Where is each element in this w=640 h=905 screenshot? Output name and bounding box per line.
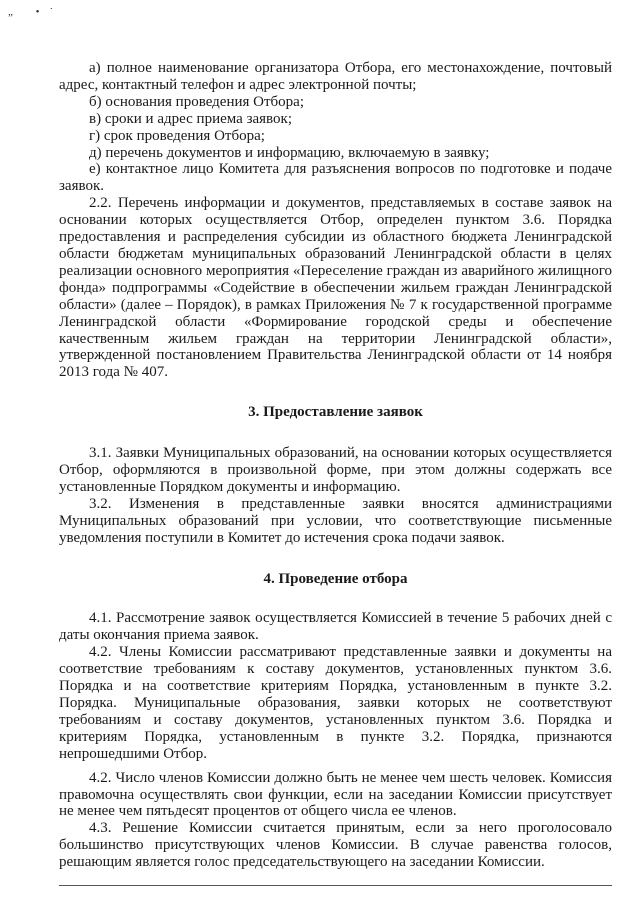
list-item-f: е) контактное лицо Комитета для разъяснения вопросов по подготовке и подаче заявок. [59,161,612,195]
paragraph-2-2: 2.2. Перечень информации и документов, представляемых в составе заявок на основании которых осуществляется Отбор, определен пунктом 3.6. Порядка предоставления и распределения субсидии из областного бюджета Ленинградской области бюджетам муниципальных образований Ленинградской области в целях реализации основного мероприятия «Переселение граждан из аварийного жилищного фонда» подпрограммы «Содействие в обеспечении жильем граждан Ленинградской области» (далее – Порядок), в рамках Приложения № 7 к государственной программе Ленинградской области «Формирование городской среды и обеспечение качественным жильем граждан на территории Ленинградской области», утвержденной постановлением Правительства Ленинградской области от 14 ноября 2013 года № 407. [59,195,612,381]
footer-rule [59,885,612,886]
paragraph-4-2-b: 4.2. Число членов Комиссии должно быть не менее чем шесть человек. Комиссия правомочна осуществлять свои функции, если на заседании Комиссии присутствует не менее чем пятьдесят процентов от общего числа ее членов. [59,769,612,820]
paragraph-4-1: 4.1. Рассмотрение заявок осуществляется Комиссией в течение 5 рабочих дней с даты окончания приема заявок. [59,610,612,644]
scan-marks: „ •˙ [8,6,64,18]
list-item-c: в) сроки и адрес приема заявок; [89,110,292,127]
paragraph-4-2-a: 4.2. Члены Комиссии рассматривают представленные заявки и документы на соответствие требованиям к составу документов, установленных пунктом 3.6. Порядка и на соответствие критериям Порядка, установленным в пункте 3.2. Порядка. Муниципальные образования, заявки которых не соответствуют требованиям и составу документов, установленных пунктом 3.6. Порядка и критериям Порядка, установленным в пункте 3.2. Порядка, признаются непрошедшими Отбор. [59,644,612,762]
list-item-e: д) перечень документов и информацию, включаемую в заявку; [89,144,490,161]
section-heading-4: 4. Проведение отбора [263,570,408,587]
paragraph-4-3: 4.3. Решение Комиссии считается принятым, если за него проголосовало большинство присутствующих членов Комиссии. В случае равенства голосов, решающим является голос председательствующего на заседании Комиссии. [59,820,612,871]
document-body [59,60,612,871]
paragraph-3-1: 3.1. Заявки Муниципальных образований, на основании которых осуществляется Отбор, оформляются в произвольной форме, при этом должны содержать все установленные Порядком документы и информацию. [59,445,612,495]
list-item-d: г) срок проведения Отбора; [89,127,265,144]
list-item-b: б) основания проведения Отбора; [89,93,305,110]
section-heading-3: 3. Предоставление заявок [248,404,423,421]
list-item-a: а) полное наименование организатора Отбора, его местонахождение, почтовый адрес, контактный телефон и адрес электронной почты; [59,60,612,93]
paragraph-3-2: 3.2. Изменения в представленные заявки вносятся администрациями Муниципальных образований при условии, что соответствующие письменные уведомления поступили в Комитет до истечения срока подачи заявок. [59,495,612,546]
